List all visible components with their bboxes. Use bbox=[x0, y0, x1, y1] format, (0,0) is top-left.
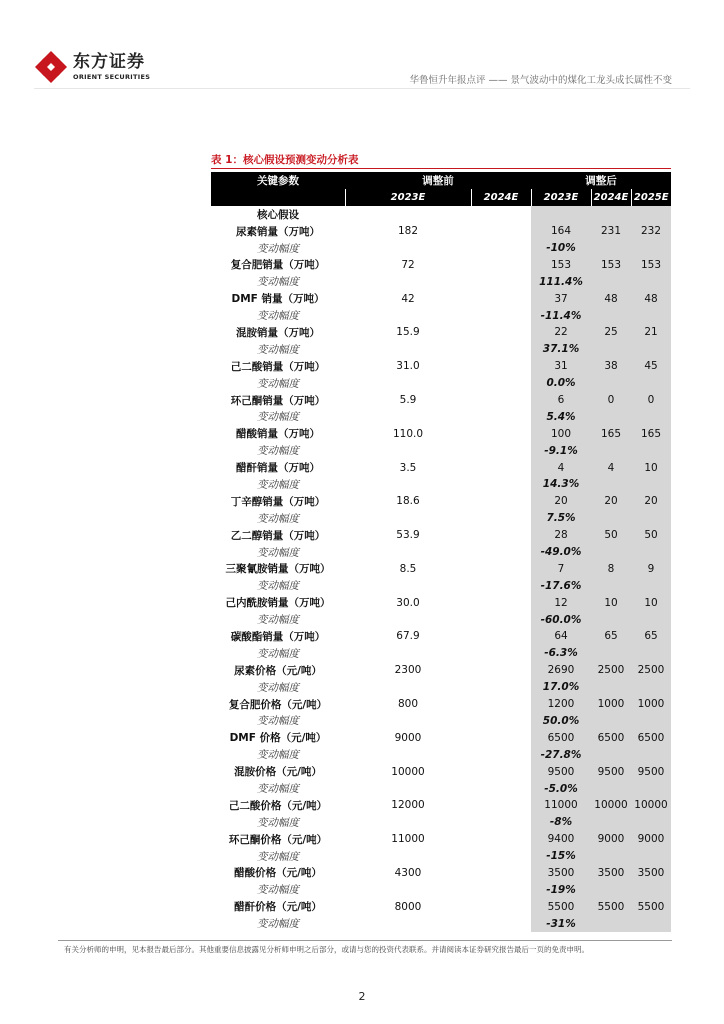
change-label: 变动幅度 bbox=[257, 411, 299, 424]
param-name: 尿素销量（万吨） bbox=[236, 225, 320, 238]
param-name: 复合肥销量（万吨） bbox=[230, 259, 326, 272]
table-row bbox=[211, 358, 671, 375]
change-label: 变动幅度 bbox=[257, 377, 299, 390]
change-percent: -27.8% bbox=[531, 746, 591, 763]
param-name: 三聚氰胺销量（万吨） bbox=[225, 563, 331, 576]
change-label: 变动幅度 bbox=[257, 715, 299, 728]
logo-en-text: ORIENT SECURITIES bbox=[73, 73, 151, 81]
table-row bbox=[211, 662, 671, 679]
after-2025e-value: 10000 bbox=[631, 797, 671, 814]
change-percent: 14.3% bbox=[531, 476, 591, 493]
before-2023e-value: 42 bbox=[401, 292, 415, 305]
after-2025e-value: 153 bbox=[631, 256, 671, 273]
before-2023e-value: 18.6 bbox=[396, 495, 420, 508]
orient-securities-logo-icon bbox=[34, 50, 68, 84]
change-row bbox=[211, 510, 671, 527]
change-row bbox=[211, 713, 671, 730]
param-name: DMF 销量（万吨） bbox=[231, 293, 325, 306]
before-2023e-value: 3.5 bbox=[399, 461, 417, 474]
change-label: 变动幅度 bbox=[257, 647, 299, 660]
param-name: 己内酰胺销量（万吨） bbox=[225, 597, 331, 610]
year-header: 2023E bbox=[345, 189, 471, 206]
before-2024e-value bbox=[471, 527, 531, 544]
after-2025e-value: 9500 bbox=[631, 763, 671, 780]
change-row bbox=[211, 544, 671, 561]
after-2023e-value: 31 bbox=[531, 358, 591, 375]
change-label: 变动幅度 bbox=[257, 276, 299, 289]
table-caption: 表 1：核心假设预测变动分析表 bbox=[211, 154, 359, 166]
param-name: 环己酮销量（万吨） bbox=[230, 394, 326, 407]
after-adjust-header: 调整后 bbox=[531, 172, 671, 189]
before-2023e-value: 2300 bbox=[394, 664, 422, 677]
change-row bbox=[211, 375, 671, 392]
table-row bbox=[211, 594, 671, 611]
before-2024e-value bbox=[471, 763, 531, 780]
after-2024e-value: 10000 bbox=[591, 797, 631, 814]
before-2023e-value: 110.0 bbox=[392, 427, 424, 440]
change-percent: 7.5% bbox=[531, 510, 591, 527]
param-name: 醋酸销量（万吨） bbox=[236, 428, 320, 441]
after-2024e-value: 65 bbox=[591, 628, 631, 645]
before-2024e-value bbox=[471, 662, 531, 679]
table-row bbox=[211, 696, 671, 713]
key-param-header: 关键参数 bbox=[211, 172, 345, 189]
change-label: 变动幅度 bbox=[257, 343, 299, 356]
after-2024e-value: 8 bbox=[591, 560, 631, 577]
change-row bbox=[211, 476, 671, 493]
change-percent: -6.3% bbox=[531, 645, 591, 662]
before-2024e-value bbox=[471, 358, 531, 375]
change-label: 变动幅度 bbox=[257, 884, 299, 897]
before-2024e-value bbox=[471, 392, 531, 409]
after-2023e-value: 100 bbox=[531, 425, 591, 442]
after-2024e-value: 153 bbox=[591, 256, 631, 273]
after-2024e-value: 231 bbox=[591, 223, 631, 240]
before-2023e-value: 182 bbox=[397, 225, 419, 238]
year-header: 2024E bbox=[471, 189, 531, 206]
after-2025e-value: 50 bbox=[631, 527, 671, 544]
after-2024e-value: 2500 bbox=[591, 662, 631, 679]
change-percent: -60.0% bbox=[531, 611, 591, 628]
table-header-row bbox=[211, 172, 671, 189]
after-2024e-value: 5500 bbox=[591, 898, 631, 915]
after-2023e-value: 5500 bbox=[531, 898, 591, 915]
change-label: 变动幅度 bbox=[257, 445, 299, 458]
after-2024e-value: 0 bbox=[591, 392, 631, 409]
after-2024e-value: 10 bbox=[591, 594, 631, 611]
before-2024e-value bbox=[471, 628, 531, 645]
before-2024e-value bbox=[471, 560, 531, 577]
after-2023e-value: 3500 bbox=[531, 865, 591, 882]
brand-logo bbox=[34, 50, 150, 84]
disclaimer-text: 有关分析师的申明，见本报告最后部分。其他重要信息披露见分析师申明之后部分，或请与您的投资代表联系。并请阅读本证券研究报告最后一页的免责申明。 bbox=[64, 945, 589, 954]
before-adjust-header: 调整前 bbox=[345, 172, 531, 189]
section-row bbox=[211, 206, 671, 223]
change-row bbox=[211, 577, 671, 594]
after-2023e-value: 6 bbox=[531, 392, 591, 409]
after-2025e-value: 0 bbox=[631, 392, 671, 409]
year-header: 2023E bbox=[531, 189, 591, 206]
before-2023e-value: 800 bbox=[397, 698, 419, 711]
after-2024e-value: 38 bbox=[591, 358, 631, 375]
change-row bbox=[211, 814, 671, 831]
table-row bbox=[211, 527, 671, 544]
before-2023e-value: 8000 bbox=[394, 900, 422, 913]
change-label: 变动幅度 bbox=[257, 681, 299, 694]
after-2025e-value: 5500 bbox=[631, 898, 671, 915]
after-2025e-value: 9000 bbox=[631, 831, 671, 848]
after-2024e-value: 165 bbox=[591, 425, 631, 442]
after-2024e-value: 9500 bbox=[591, 763, 631, 780]
change-row bbox=[211, 611, 671, 628]
table-row bbox=[211, 290, 671, 307]
change-row bbox=[211, 679, 671, 696]
param-name: 碳酸酯销量（万吨） bbox=[230, 630, 326, 643]
change-percent: -11.4% bbox=[531, 307, 591, 324]
change-percent: -5.0% bbox=[531, 780, 591, 797]
param-name: 乙二醇销量（万吨） bbox=[230, 529, 326, 542]
change-percent: -17.6% bbox=[531, 577, 591, 594]
table-row bbox=[211, 459, 671, 476]
change-row bbox=[211, 915, 671, 932]
param-name: 醋酸价格（元/吨） bbox=[234, 867, 322, 880]
after-2025e-value: 10 bbox=[631, 459, 671, 476]
table-row bbox=[211, 392, 671, 409]
change-label: 变动幅度 bbox=[257, 614, 299, 627]
after-2025e-value: 65 bbox=[631, 628, 671, 645]
change-row bbox=[211, 848, 671, 865]
after-2025e-value: 6500 bbox=[631, 729, 671, 746]
page-number: 2 bbox=[358, 990, 366, 1003]
param-name: 醋酐销量（万吨） bbox=[236, 462, 320, 475]
after-2025e-value: 20 bbox=[631, 493, 671, 510]
before-2023e-value: 31.0 bbox=[396, 360, 420, 373]
year-header-blank bbox=[211, 189, 345, 206]
after-2024e-value: 25 bbox=[591, 324, 631, 341]
before-2024e-value bbox=[471, 425, 531, 442]
year-header: 2025E bbox=[631, 189, 671, 206]
before-2023e-value: 53.9 bbox=[396, 529, 420, 542]
change-label: 变动幅度 bbox=[257, 512, 299, 525]
after-2025e-value: 3500 bbox=[631, 865, 671, 882]
after-2025e-value: 1000 bbox=[631, 696, 671, 713]
change-percent: 37.1% bbox=[531, 341, 591, 358]
change-percent: -49.0% bbox=[531, 544, 591, 561]
change-row bbox=[211, 341, 671, 358]
after-2024e-value: 6500 bbox=[591, 729, 631, 746]
before-2023e-value: 9000 bbox=[394, 731, 422, 744]
after-2025e-value: 165 bbox=[631, 425, 671, 442]
after-2024e-value: 20 bbox=[591, 493, 631, 510]
change-row bbox=[211, 746, 671, 763]
table-row bbox=[211, 628, 671, 645]
change-percent: -19% bbox=[531, 881, 591, 898]
before-2023e-value: 15.9 bbox=[396, 326, 420, 339]
change-label: 变动幅度 bbox=[257, 918, 299, 931]
after-2023e-value: 64 bbox=[531, 628, 591, 645]
before-2024e-value bbox=[471, 493, 531, 510]
param-name: DMF 价格（元/吨） bbox=[229, 732, 327, 745]
before-2024e-value bbox=[471, 729, 531, 746]
change-label: 变动幅度 bbox=[257, 816, 299, 829]
after-2023e-value: 11000 bbox=[531, 797, 591, 814]
after-2023e-value: 2690 bbox=[531, 662, 591, 679]
change-label: 变动幅度 bbox=[257, 546, 299, 559]
after-2023e-value: 9400 bbox=[531, 831, 591, 848]
change-label: 变动幅度 bbox=[257, 850, 299, 863]
after-2023e-value: 20 bbox=[531, 493, 591, 510]
footer-divider bbox=[58, 940, 672, 941]
param-name: 环己酮价格（元/吨） bbox=[228, 833, 328, 846]
table-row bbox=[211, 223, 671, 240]
table-row bbox=[211, 865, 671, 882]
param-name: 复合肥价格（元/吨） bbox=[228, 698, 328, 711]
before-2023e-value: 4300 bbox=[394, 866, 422, 879]
after-2025e-value: 9 bbox=[631, 560, 671, 577]
table-row bbox=[211, 493, 671, 510]
before-2023e-value: 30.0 bbox=[396, 596, 420, 609]
header-divider bbox=[34, 88, 690, 89]
table-row bbox=[211, 729, 671, 746]
before-2024e-value bbox=[471, 594, 531, 611]
change-percent: 0.0% bbox=[531, 375, 591, 392]
after-2024e-value: 48 bbox=[591, 290, 631, 307]
change-percent: 50.0% bbox=[531, 713, 591, 730]
param-name: 尿素价格（元/吨） bbox=[234, 664, 322, 677]
after-2025e-value: 45 bbox=[631, 358, 671, 375]
change-percent: -9.1% bbox=[531, 442, 591, 459]
after-2023e-value: 153 bbox=[531, 256, 591, 273]
table-row bbox=[211, 763, 671, 780]
before-2024e-value bbox=[471, 223, 531, 240]
after-2023e-value: 4 bbox=[531, 459, 591, 476]
param-name: 己二酸销量（万吨） bbox=[230, 360, 326, 373]
forecast-adjustment-table bbox=[211, 172, 671, 932]
before-2023e-value: 10000 bbox=[391, 765, 425, 778]
change-label: 变动幅度 bbox=[257, 242, 299, 255]
year-header: 2024E bbox=[591, 189, 631, 206]
after-2025e-value: 10 bbox=[631, 594, 671, 611]
change-row bbox=[211, 780, 671, 797]
change-percent: 5.4% bbox=[531, 408, 591, 425]
before-2024e-value bbox=[471, 831, 531, 848]
param-name: 己二酸价格（元/吨） bbox=[228, 799, 328, 812]
change-row bbox=[211, 881, 671, 898]
after-2023e-value: 1200 bbox=[531, 696, 591, 713]
change-label: 变动幅度 bbox=[257, 310, 299, 323]
after-2025e-value: 21 bbox=[631, 324, 671, 341]
before-2024e-value bbox=[471, 324, 531, 341]
after-2025e-value: 232 bbox=[631, 223, 671, 240]
param-name: 丁辛醇销量（万吨） bbox=[230, 495, 326, 508]
before-2024e-value bbox=[471, 696, 531, 713]
change-label: 变动幅度 bbox=[257, 580, 299, 593]
change-percent: -8% bbox=[531, 814, 591, 831]
before-2023e-value: 11000 bbox=[391, 833, 425, 846]
param-name: 混胺销量（万吨） bbox=[236, 326, 320, 339]
section-label: 核心假设 bbox=[257, 208, 299, 221]
table-row bbox=[211, 256, 671, 273]
change-label: 变动幅度 bbox=[257, 783, 299, 795]
after-2024e-value: 4 bbox=[591, 459, 631, 476]
after-2023e-value: 37 bbox=[531, 290, 591, 307]
after-2024e-value: 1000 bbox=[591, 696, 631, 713]
before-2023e-value: 72 bbox=[401, 258, 415, 271]
after-2024e-value: 9000 bbox=[591, 831, 631, 848]
change-percent: 111.4% bbox=[531, 273, 591, 290]
logo-cn-text: 东方证券 bbox=[73, 52, 145, 72]
change-percent: -31% bbox=[531, 915, 591, 932]
change-row bbox=[211, 645, 671, 662]
after-2023e-value: 164 bbox=[531, 223, 591, 240]
before-2024e-value bbox=[471, 290, 531, 307]
before-2024e-value bbox=[471, 898, 531, 915]
change-row bbox=[211, 240, 671, 257]
after-2023e-value: 7 bbox=[531, 560, 591, 577]
after-2023e-value: 6500 bbox=[531, 729, 591, 746]
before-2024e-value bbox=[471, 459, 531, 476]
before-2023e-value: 8.5 bbox=[399, 562, 417, 575]
param-name: 醋酐价格（元/吨） bbox=[234, 901, 322, 914]
change-row bbox=[211, 408, 671, 425]
before-2023e-value: 5.9 bbox=[399, 394, 417, 407]
before-2024e-value bbox=[471, 797, 531, 814]
change-percent: 17.0% bbox=[531, 679, 591, 696]
table-row bbox=[211, 831, 671, 848]
change-label: 变动幅度 bbox=[257, 749, 299, 762]
param-name: 混胺价格（元/吨） bbox=[234, 766, 322, 779]
after-2025e-value: 2500 bbox=[631, 662, 671, 679]
table-row bbox=[211, 425, 671, 442]
report-title: 华鲁恒升年报点评 —— 景气波动中的煤化工龙头成长属性不变 bbox=[409, 75, 672, 86]
after-2023e-value: 22 bbox=[531, 324, 591, 341]
table-row bbox=[211, 898, 671, 915]
change-percent: -15% bbox=[531, 848, 591, 865]
after-2025e-value: 48 bbox=[631, 290, 671, 307]
change-row bbox=[211, 273, 671, 290]
change-row bbox=[211, 442, 671, 459]
before-2023e-value: 67.9 bbox=[396, 630, 420, 643]
before-2024e-value bbox=[471, 256, 531, 273]
table-row bbox=[211, 324, 671, 341]
table-year-row bbox=[211, 189, 671, 206]
after-2024e-value: 50 bbox=[591, 527, 631, 544]
change-percent: -10% bbox=[531, 240, 591, 257]
change-row bbox=[211, 307, 671, 324]
before-2024e-value bbox=[471, 865, 531, 882]
caption-divider bbox=[211, 168, 671, 169]
after-2023e-value: 12 bbox=[531, 594, 591, 611]
before-2023e-value: 12000 bbox=[391, 799, 425, 812]
table-row bbox=[211, 560, 671, 577]
table-row bbox=[211, 797, 671, 814]
after-2023e-value: 28 bbox=[531, 527, 591, 544]
after-2023e-value: 9500 bbox=[531, 763, 591, 780]
after-2024e-value: 3500 bbox=[591, 865, 631, 882]
change-label: 变动幅度 bbox=[257, 478, 299, 491]
